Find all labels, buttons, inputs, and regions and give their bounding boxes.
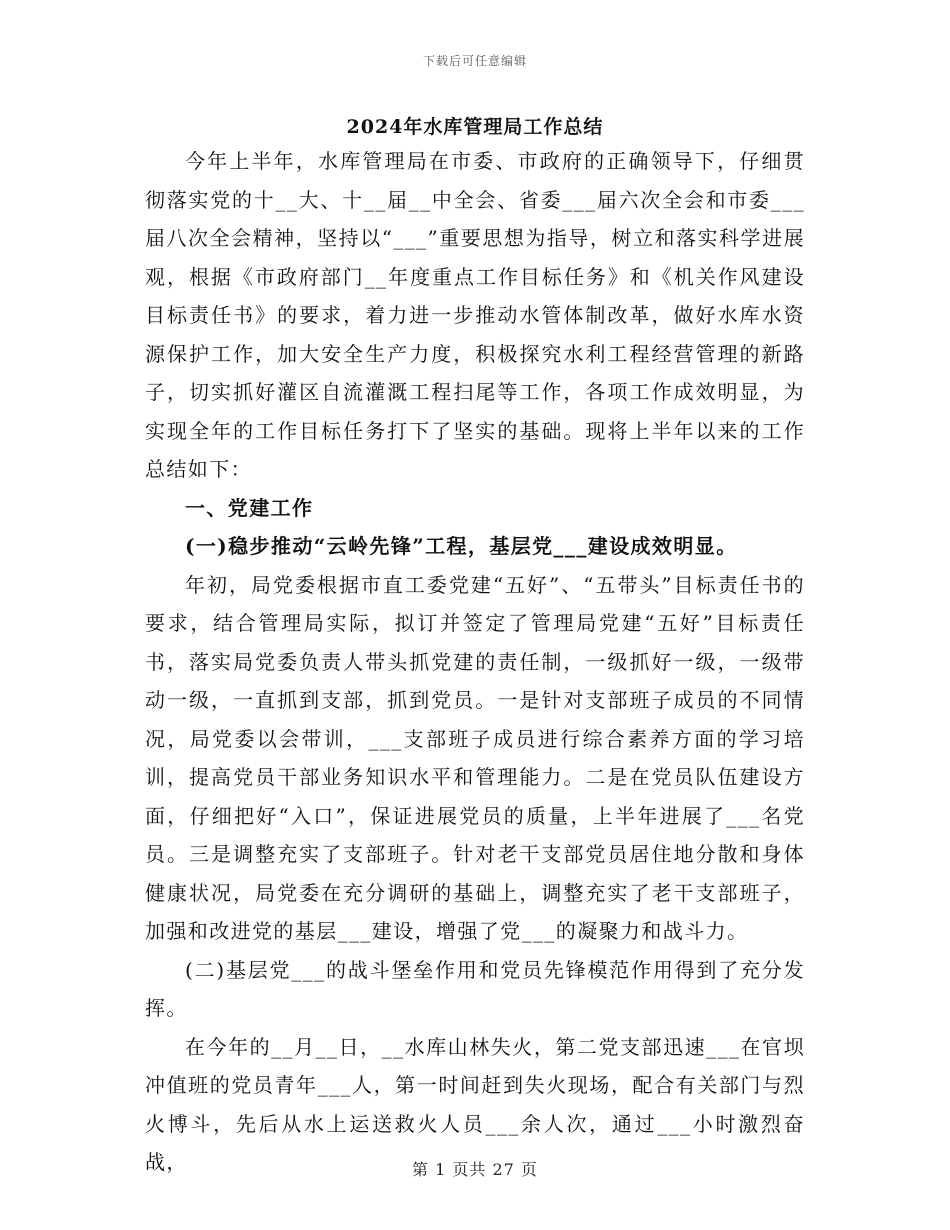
document-title: 2024年水库管理局工作总结 xyxy=(346,116,604,138)
subsection-heading-2: (二)基层党___的战斗堡垒作用和党员先锋模范作用得到了充分发挥。 xyxy=(145,957,805,1020)
subsection-heading-1: (一)稳步推动“云岭先锋”工程，基层党___建设成效明显。 xyxy=(185,534,738,558)
page-header: 下载后可任意编辑 xyxy=(422,54,527,68)
page-footer: 第 1 页共 27 页 xyxy=(412,1160,538,1179)
body-paragraph-2: 在今年的__月__日，__水库山林失火，第二党支部迅速___在官坝冲值班的党员青年___人，第一时间赶到失火现场，配合有关部门与烈火博斗，先后从水上运送救火人员___余人次，通过___小时激烈奋战， xyxy=(145,1034,805,1174)
document-body xyxy=(145,112,805,1182)
intro-paragraph: 今年上半年，水库管理局在市委、市政府的正确领导下，仔细贯彻落实党的十__大、十__届__中全会、省委___届六次全会和市委___届八次全会精神，坚持以“___”重要思想为指导，树立和落实科学进展观，根据《市政府部门__年度重点工作目标任务》和《机关作风建设目标责任书》的要求，着力进一步推动水管体制改革，做好水库水资源保护工作，加大安全生产力度，积极探究水利工程经营管理的新路子，切实抓好灌区自流灌溉工程扫尾等工作，各项工作成效明显，为实现全年的工作目标任务打下了坚实的基础。现将上半年以来的工作总结如下： xyxy=(145,149,805,481)
body-paragraph-1: 年初，局党委根据市直工委党建“五好”、“五带头”目标责任书的要求，结合管理局实际，拟订并签定了管理局党建“五好”目标责任书，落实局党委负责人带头抓党建的责任制，一级抓好一级，一级带动一级，一直抓到支部，抓到党员。一是针对支部班子成员的不同情况，局党委以会带训，___支部班子成员进行综合素养方面的学习培训，提高党员干部业务知识水平和管理能力。二是在党员队伍建设方面，仔细把好“入口”，保证进展党员的质量，上半年进展了___名党员。三是调整充实了支部班子。针对老干支部党员居住地分散和身体健康状况，局党委在充分调研的基础上，调整充实了老干支部班子，加强和改进党的基层___建设，增强了党___的凝聚力和战斗力。 xyxy=(145,572,805,943)
section-heading-party-building: 一、党建工作 xyxy=(185,495,314,520)
